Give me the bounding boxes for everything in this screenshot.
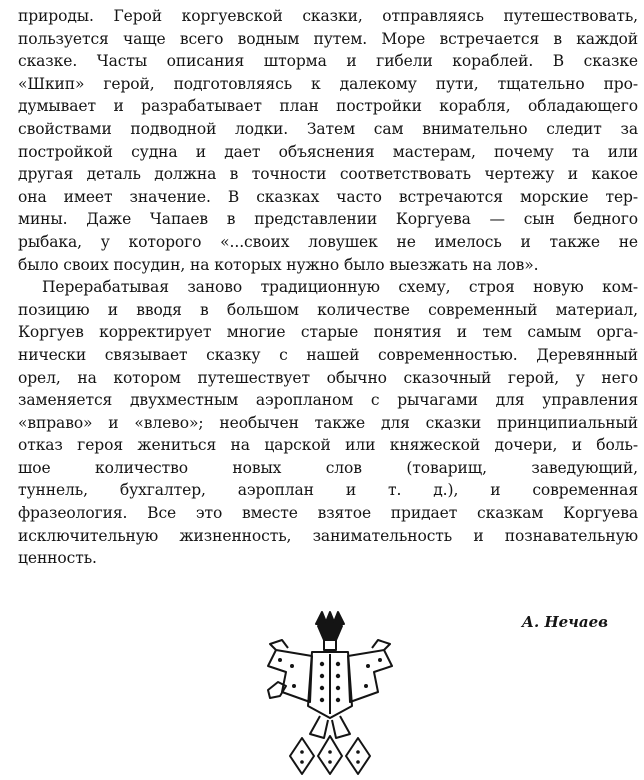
author-signature: А. Нечаев bbox=[521, 613, 608, 631]
text-line: пользуется чаще всего водным путем. Море встречается в каждой bbox=[18, 29, 638, 48]
text-line: Коргуев корректирует многие старые понятия и тем самым орга- bbox=[18, 323, 638, 342]
text-line: рыбака, у которого «...своих ловушек не имелось и также не bbox=[18, 232, 638, 251]
text-line: нически связывает сказку с нашей современностью. Деревянный bbox=[18, 345, 638, 364]
text-line: мины. Даже Чапаев в представлении Коргуева — сын бедного bbox=[18, 210, 638, 229]
text-line: она имеет значение. В сказках часто встречаются морские тер- bbox=[18, 187, 638, 206]
text-line: исключительную жизненность, занимательность и познавательную bbox=[18, 526, 638, 545]
text-line: постройкой судна и дает объяснения мастерам, почему та или bbox=[18, 142, 638, 161]
paragraph-start-line: Перерабатывая заново традиционную схему, строя новую ком- bbox=[42, 278, 638, 297]
text-line: отказ героя жениться на царской или княжеской дочери, и боль- bbox=[18, 436, 638, 455]
text-line: фразеология. Все это вместе взятое придает сказкам Коргуева bbox=[18, 504, 638, 523]
text-line: заменяется двухместным аэропланом с рычагами для управления bbox=[18, 391, 638, 410]
text-line: позицию и вводя в большом количестве современный материал, bbox=[18, 300, 638, 319]
text-line: «Шкип» герой, подготовляясь к далекому пути, тщательно про- bbox=[18, 74, 638, 93]
text-line: думывает и разрабатывает план постройки корабля, обладающего bbox=[18, 97, 638, 116]
article-text bbox=[18, 5, 638, 570]
text-line: туннель, бухгалтер, аэроплан и т. д.), и современная bbox=[18, 481, 638, 500]
text-line: сказке. Часты описания шторма и гибели кораблей. В сказке bbox=[18, 52, 638, 71]
text-line: шое количество новых слов (товарищ, заведующий, bbox=[18, 458, 638, 477]
text-line: орел, на котором путешествует обычно сказочный герой, у него bbox=[18, 368, 638, 387]
text-line: природы. Герой коргуевской сказки, отправляясь путешествовать, bbox=[18, 7, 638, 25]
text-line: «вправо» и «влево»; необычен также для сказки принципиальный bbox=[18, 413, 638, 432]
text-line: было своих посудин, на которых нужно было выезжать на лов». bbox=[18, 255, 539, 274]
text-line: ценность. bbox=[18, 549, 97, 568]
folk-ornament-illustration bbox=[262, 610, 398, 776]
text-line: другая деталь должна в точности соответствовать чертежу и какое bbox=[18, 165, 638, 184]
text-line: свойствами подводной лодки. Затем сам внимательно следит за bbox=[18, 119, 638, 138]
